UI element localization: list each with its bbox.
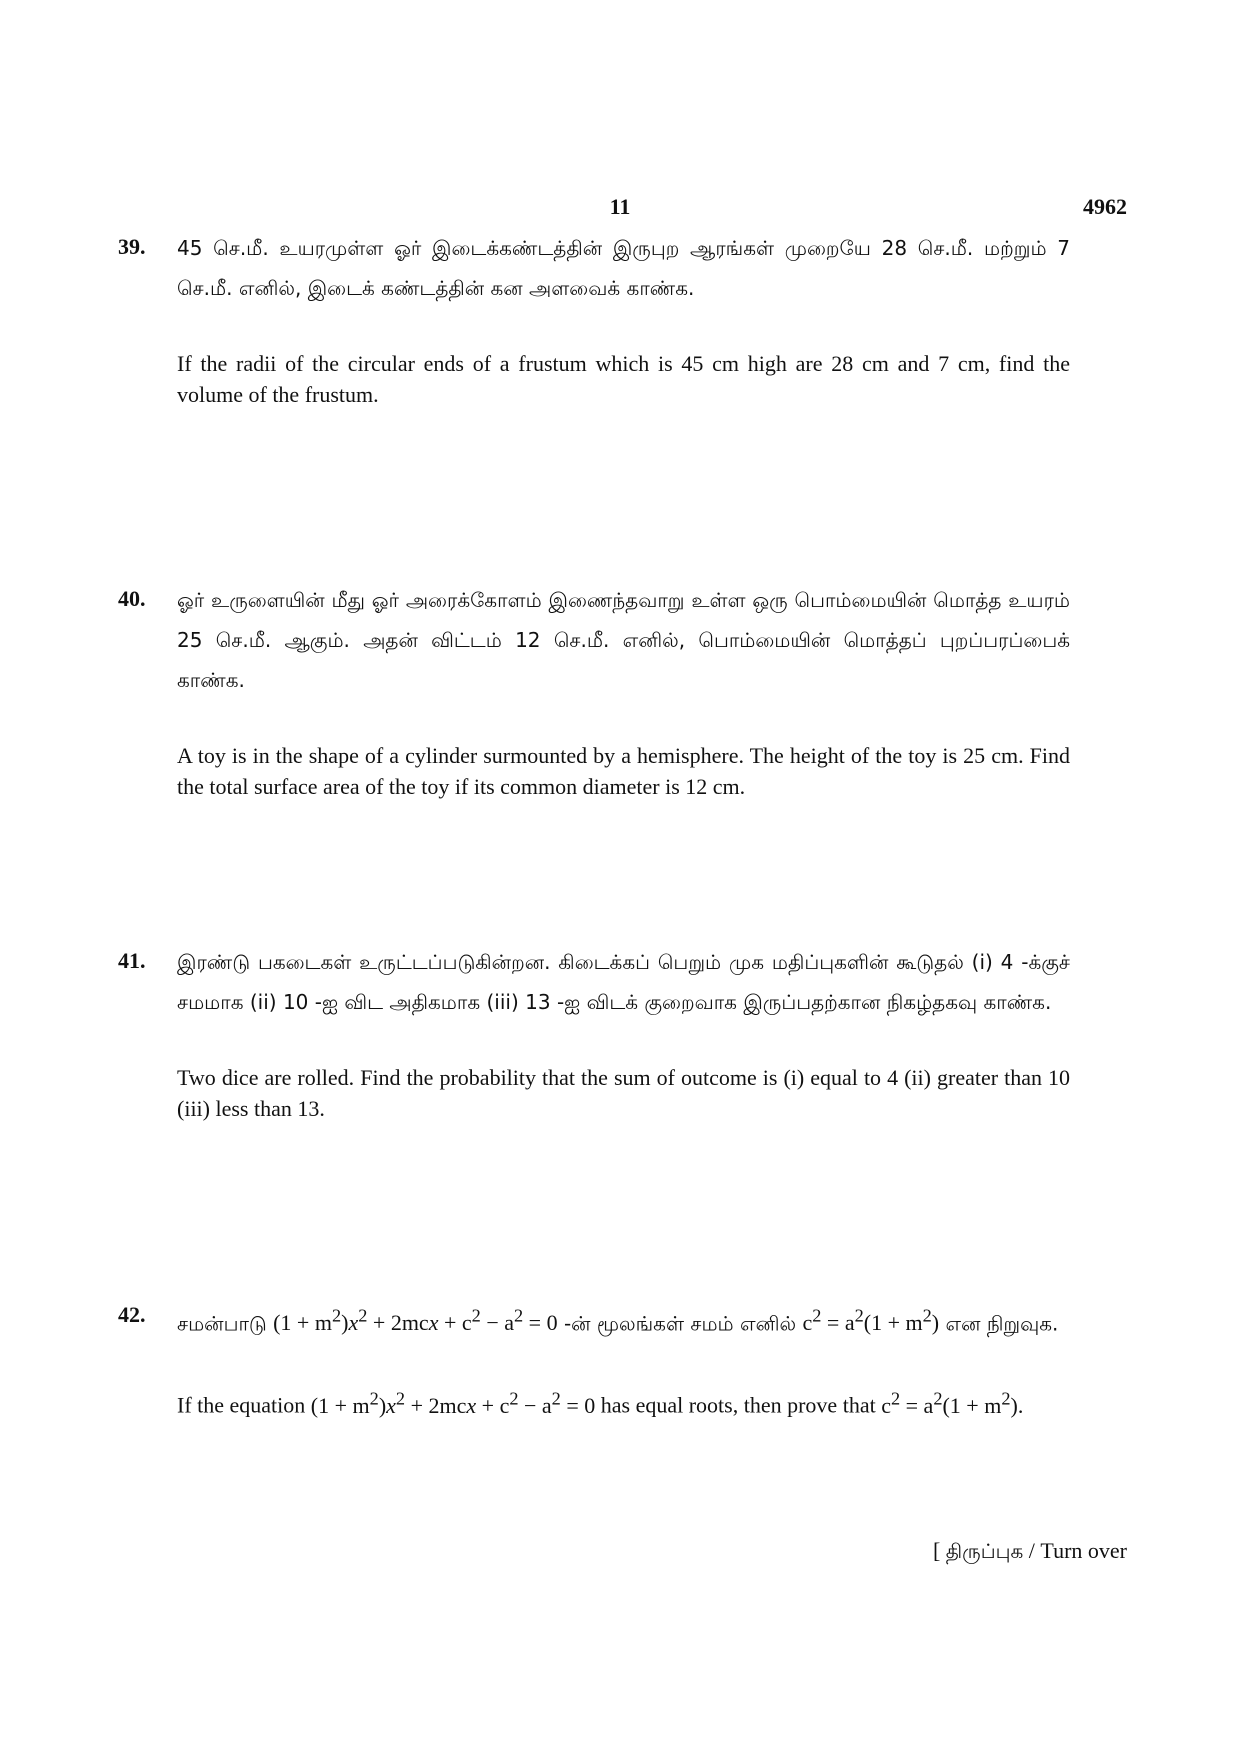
question-tamil-text <box>177 1296 1070 1343</box>
question-tamil-text: ஓர் உருளையின் மீது ஓர் அரைக்கோளம் இணைந்தவாறு உள்ள ஒரு பொம்மையின் மொத்த உயரம் 25 செ.மீ. ஆகும். அதன் விட்டம் 12 செ.மீ. எனில், பொம்மையின் மொத்தப் புறப்பரப்பைக் காண்க. <box>177 588 1070 692</box>
question-41 <box>118 942 1070 1124</box>
question-english-text: Two dice are rolled. Find the probability that the sum of outcome is (i) equal to 4 (ii) greater than 10 (iii) less than 13. <box>177 1065 1070 1121</box>
question-number: 41. <box>118 948 146 973</box>
question-tamil-text: 45 செ.மீ. உயரமுள்ள ஓர் இடைக்கண்டத்தின் இருபுற ஆரங்கள் முறையே 28 செ.மீ. மற்றும் 7 செ.மீ. எனில், இடைக் கண்டத்தின் கன அளவைக் காண்க. <box>177 236 1070 300</box>
question-tamil-text: இரண்டு பகடைகள் உருட்டப்படுகின்றன. கிடைக்கப் பெறும் முக மதிப்புகளின் கூடுதல் (i) 4 -க்குச் சமமாக (ii) 10 -ஐ விட அதிகமாக (iii) 13 -ஐ விடக் குறைவாக இருப்பதற்கான நிகழ்தகவு காண்க. <box>177 950 1070 1014</box>
english-mid: has equal roots, then prove that <box>600 1392 876 1418</box>
paper-code: 4962 <box>1083 194 1127 219</box>
tamil-prefix: சமன்பாடு <box>177 1311 267 1336</box>
question-english-text <box>177 1383 1070 1420</box>
question-number: 40. <box>118 586 146 611</box>
question-number: 39. <box>118 234 146 259</box>
question-english-text: If the radii of the circular ends of a frustum which is 45 cm high are 28 cm and 7 cm, find the volume of the frustum. <box>177 351 1070 407</box>
question-english-text: A toy is in the shape of a cylinder surmounted by a hemisphere. The height of the toy is 25 cm. Find the total surface area of the toy if its common diameter is 12 cm. <box>177 743 1070 799</box>
equation: $(1 + m^2)x^2 + 2mcx + c^2 - a^2 = 0$ <box>310 1388 596 1418</box>
question-42 <box>118 1296 1070 1421</box>
english-prefix: If the equation <box>177 1392 306 1418</box>
footer-bracket: [ <box>932 1538 941 1563</box>
question-39 <box>118 228 1070 410</box>
footer-separator: / <box>1028 1538 1035 1563</box>
footer-tamil: திருப்புக <box>945 1539 1024 1563</box>
result-equation: $c^2 = a^2(1 + m^2)$. <box>881 1388 1024 1418</box>
question-number: 42. <box>118 1302 146 1327</box>
turn-over-note <box>933 1538 1127 1566</box>
result-equation: $c^2 = a^2(1 + m^2)$ <box>802 1306 940 1336</box>
equation: $(1 + m^2)x^2 + 2mcx + c^2 - a^2 = 0$ <box>273 1306 558 1336</box>
footer-english: Turn over <box>1040 1538 1127 1563</box>
tamil-mid: -ன் மூலங்கள் சமம் எனில் <box>563 1311 797 1336</box>
page-number: 11 <box>609 194 631 219</box>
question-40 <box>118 580 1070 802</box>
tamil-suffix: என நிறுவுக. <box>945 1311 1059 1336</box>
